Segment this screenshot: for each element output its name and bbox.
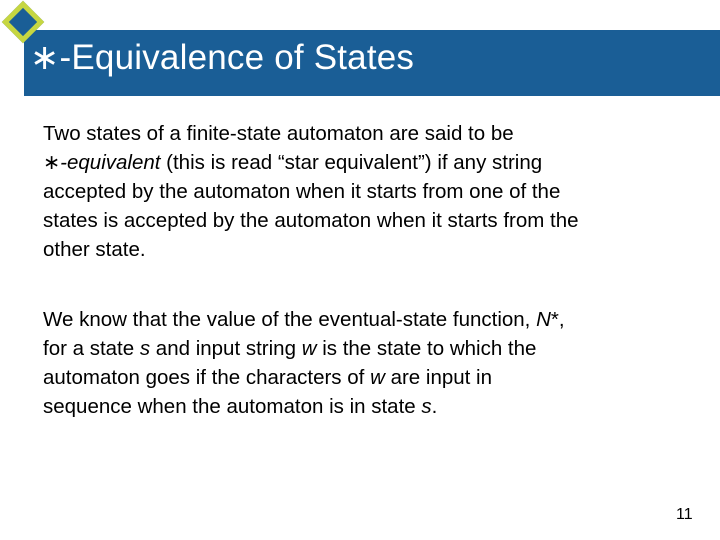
text-span: for a state [43, 337, 140, 360]
text-span: *, [550, 308, 565, 331]
text-span: sequence when the automaton is in state [43, 395, 422, 418]
math-symbol: N [536, 308, 551, 331]
defined-term: ∗-equivalent [43, 151, 161, 174]
text-span: (this is read “star equivalent”) if any string [160, 151, 543, 174]
paragraph-line [43, 363, 683, 392]
paragraph-line: Two states of a finite-state automaton are said to be [43, 122, 514, 145]
paragraph-line [43, 392, 683, 421]
paragraph-line [43, 334, 683, 363]
definition-paragraph [43, 119, 683, 264]
text-span: We know that the value of the eventual-state function, [43, 308, 537, 331]
math-symbol: s [421, 395, 432, 418]
math-symbol: s [139, 337, 151, 360]
paragraph-line: accepted by the automaton when it starts from one of the [43, 180, 561, 203]
text-span: are input in [384, 366, 492, 389]
text-span: and input string [150, 337, 302, 360]
paragraph-line [43, 148, 683, 177]
eventual-state-paragraph [43, 305, 683, 421]
text-span: . [431, 395, 438, 418]
text-span: is the state to which the [316, 337, 537, 360]
math-symbol: w [370, 366, 385, 389]
page-number: 11 [676, 506, 693, 523]
paragraph-line [43, 305, 683, 334]
paragraph-line: states is accepted by the automaton when it starts from the [43, 209, 579, 232]
paragraph-line: other state. [43, 238, 146, 261]
math-symbol: w [301, 337, 317, 360]
text-span: automaton goes if the characters of [43, 366, 371, 389]
slide-title: ∗-Equivalence of States [30, 38, 415, 77]
